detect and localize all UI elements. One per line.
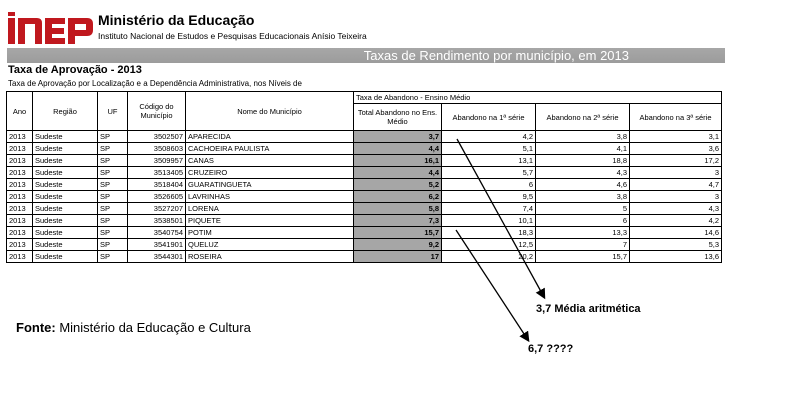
cell-serie-3: 14,6 bbox=[630, 227, 722, 239]
cell-serie-2: 3,8 bbox=[536, 131, 630, 143]
cell-ano: 2013 bbox=[7, 239, 33, 251]
cell-regiao: Sudeste bbox=[33, 167, 98, 179]
cell-total: 4,4 bbox=[354, 143, 442, 155]
cell-municipio: APARECIDA bbox=[186, 131, 354, 143]
cell-uf: SP bbox=[98, 203, 128, 215]
cell-serie-2: 4,1 bbox=[536, 143, 630, 155]
cell-serie-2: 5 bbox=[536, 203, 630, 215]
col-header-uf: UF bbox=[98, 92, 128, 131]
cell-codigo: 3518404 bbox=[128, 179, 186, 191]
cell-serie-3: 3,1 bbox=[630, 131, 722, 143]
cell-uf: SP bbox=[98, 215, 128, 227]
cell-serie-1: 5,7 bbox=[442, 167, 536, 179]
cell-regiao: Sudeste bbox=[33, 179, 98, 191]
cell-serie-2: 4,3 bbox=[536, 167, 630, 179]
cell-serie-3: 3,6 bbox=[630, 143, 722, 155]
cell-serie-2: 3,8 bbox=[536, 191, 630, 203]
cell-municipio: QUELUZ bbox=[186, 239, 354, 251]
col-header-municipio: Nome do Município bbox=[186, 92, 354, 131]
cell-total: 7,3 bbox=[354, 215, 442, 227]
cell-codigo: 3502507 bbox=[128, 131, 186, 143]
cell-regiao: Sudeste bbox=[33, 143, 98, 155]
cell-ano: 2013 bbox=[7, 215, 33, 227]
cell-municipio: ROSEIRA bbox=[186, 251, 354, 263]
cell-serie-2: 18,8 bbox=[536, 155, 630, 167]
cell-uf: SP bbox=[98, 143, 128, 155]
cell-total: 9,2 bbox=[354, 239, 442, 251]
mean-annotation: 3,7 Média aritmética bbox=[536, 303, 641, 315]
cell-municipio: CRUZEIRO bbox=[186, 167, 354, 179]
col-header-serie-3: Abandono na 3ª série bbox=[630, 104, 722, 131]
cell-serie-1: 20,2 bbox=[442, 251, 536, 263]
cell-municipio: CACHOEIRA PAULISTA bbox=[186, 143, 354, 155]
cell-serie-1: 10,1 bbox=[442, 215, 536, 227]
cell-ano: 2013 bbox=[7, 131, 33, 143]
cell-serie-1: 13,1 bbox=[442, 155, 536, 167]
cell-serie-3: 17,2 bbox=[630, 155, 722, 167]
cell-ano: 2013 bbox=[7, 143, 33, 155]
cell-ano: 2013 bbox=[7, 251, 33, 263]
cell-ano: 2013 bbox=[7, 179, 33, 191]
cell-serie-1: 6 bbox=[442, 179, 536, 191]
cell-serie-1: 4,2 bbox=[442, 131, 536, 143]
cell-uf: SP bbox=[98, 191, 128, 203]
cell-uf: SP bbox=[98, 167, 128, 179]
institute-name: Instituto Nacional de Estudos e Pesquisas Educacionais Anísio Teixeira bbox=[98, 31, 367, 41]
cell-municipio: PIQUETE bbox=[186, 215, 354, 227]
cell-serie-2: 13,3 bbox=[536, 227, 630, 239]
cell-uf: SP bbox=[98, 179, 128, 191]
cell-codigo: 3513405 bbox=[128, 167, 186, 179]
cell-serie-1: 5,1 bbox=[442, 143, 536, 155]
source-text: Ministério da Educação e Cultura bbox=[55, 320, 251, 335]
cell-serie-1: 18,3 bbox=[442, 227, 536, 239]
cell-municipio: LORENA bbox=[186, 203, 354, 215]
cell-codigo: 3540754 bbox=[128, 227, 186, 239]
page-title: Taxas de Rendimento por município, em 2013 bbox=[363, 48, 629, 63]
cell-regiao: Sudeste bbox=[33, 191, 98, 203]
cell-codigo: 3508603 bbox=[128, 143, 186, 155]
mean-arrow bbox=[457, 139, 544, 297]
cell-total: 16,1 bbox=[354, 155, 442, 167]
cell-uf: SP bbox=[98, 251, 128, 263]
cell-serie-1: 12,5 bbox=[442, 239, 536, 251]
cell-total: 17 bbox=[354, 251, 442, 263]
col-header-serie-2: Abandono na 2ª série bbox=[536, 104, 630, 131]
cell-total: 5,2 bbox=[354, 179, 442, 191]
group-header: Taxa de Abandono - Ensino Médio bbox=[354, 92, 722, 104]
cell-serie-3: 5,3 bbox=[630, 239, 722, 251]
source-label: Fonte: bbox=[16, 320, 56, 335]
cell-serie-3: 4,3 bbox=[630, 203, 722, 215]
cell-total: 4,4 bbox=[354, 167, 442, 179]
cell-serie-3: 3 bbox=[630, 191, 722, 203]
cell-municipio: CANAS bbox=[186, 155, 354, 167]
cell-ano: 2013 bbox=[7, 191, 33, 203]
cell-serie-3: 13,6 bbox=[630, 251, 722, 263]
cell-total: 5,8 bbox=[354, 203, 442, 215]
col-header-serie-1: Abandono na 1ª série bbox=[442, 104, 536, 131]
question-arrow bbox=[456, 230, 528, 340]
cell-regiao: Sudeste bbox=[33, 203, 98, 215]
cell-regiao: Sudeste bbox=[33, 215, 98, 227]
cell-serie-2: 15,7 bbox=[536, 251, 630, 263]
question-annotation: 6,7 ???? bbox=[528, 343, 574, 355]
col-header-codigo: Código do Município bbox=[128, 92, 186, 131]
cell-serie-3: 4,7 bbox=[630, 179, 722, 191]
cell-ano: 2013 bbox=[7, 167, 33, 179]
cell-codigo: 3509957 bbox=[128, 155, 186, 167]
col-header-ano: Ano bbox=[7, 92, 33, 131]
cell-total: 3,7 bbox=[354, 131, 442, 143]
cell-serie-2: 6 bbox=[536, 215, 630, 227]
col-header-total: Total Abandono no Ens. Médio bbox=[354, 104, 442, 131]
cell-municipio: POTIM bbox=[186, 227, 354, 239]
cell-ano: 2013 bbox=[7, 155, 33, 167]
cell-regiao: Sudeste bbox=[33, 251, 98, 263]
cell-municipio: GUARATINGUETA bbox=[186, 179, 354, 191]
cell-uf: SP bbox=[98, 239, 128, 251]
cell-serie-1: 9,5 bbox=[442, 191, 536, 203]
ministry-name: Ministério da Educação bbox=[98, 12, 255, 28]
cell-uf: SP bbox=[98, 227, 128, 239]
cell-codigo: 3527207 bbox=[128, 203, 186, 215]
table-description: Taxa de Aprovação por Localização e a Dependência Administrativa, nos Níveis de bbox=[8, 79, 302, 88]
col-header-regiao: Região bbox=[33, 92, 98, 131]
cell-codigo: 3541901 bbox=[128, 239, 186, 251]
table-subtitle: Taxa de Aprovação - 2013 bbox=[8, 64, 142, 76]
cell-codigo: 3526605 bbox=[128, 191, 186, 203]
cell-ano: 2013 bbox=[7, 227, 33, 239]
cell-serie-1: 7,4 bbox=[442, 203, 536, 215]
cell-codigo: 3544301 bbox=[128, 251, 186, 263]
cell-serie-3: 4,2 bbox=[630, 215, 722, 227]
cell-uf: SP bbox=[98, 131, 128, 143]
cell-serie-2: 7 bbox=[536, 239, 630, 251]
cell-serie-3: 3 bbox=[630, 167, 722, 179]
cell-uf: SP bbox=[98, 155, 128, 167]
cell-codigo: 3538501 bbox=[128, 215, 186, 227]
cell-regiao: Sudeste bbox=[33, 239, 98, 251]
cell-total: 6,2 bbox=[354, 191, 442, 203]
cell-regiao: Sudeste bbox=[33, 155, 98, 167]
cell-serie-2: 4,6 bbox=[536, 179, 630, 191]
cell-regiao: Sudeste bbox=[33, 227, 98, 239]
cell-ano: 2013 bbox=[7, 203, 33, 215]
cell-total: 15,7 bbox=[354, 227, 442, 239]
cell-regiao: Sudeste bbox=[33, 131, 98, 143]
cell-municipio: LAVRINHAS bbox=[186, 191, 354, 203]
